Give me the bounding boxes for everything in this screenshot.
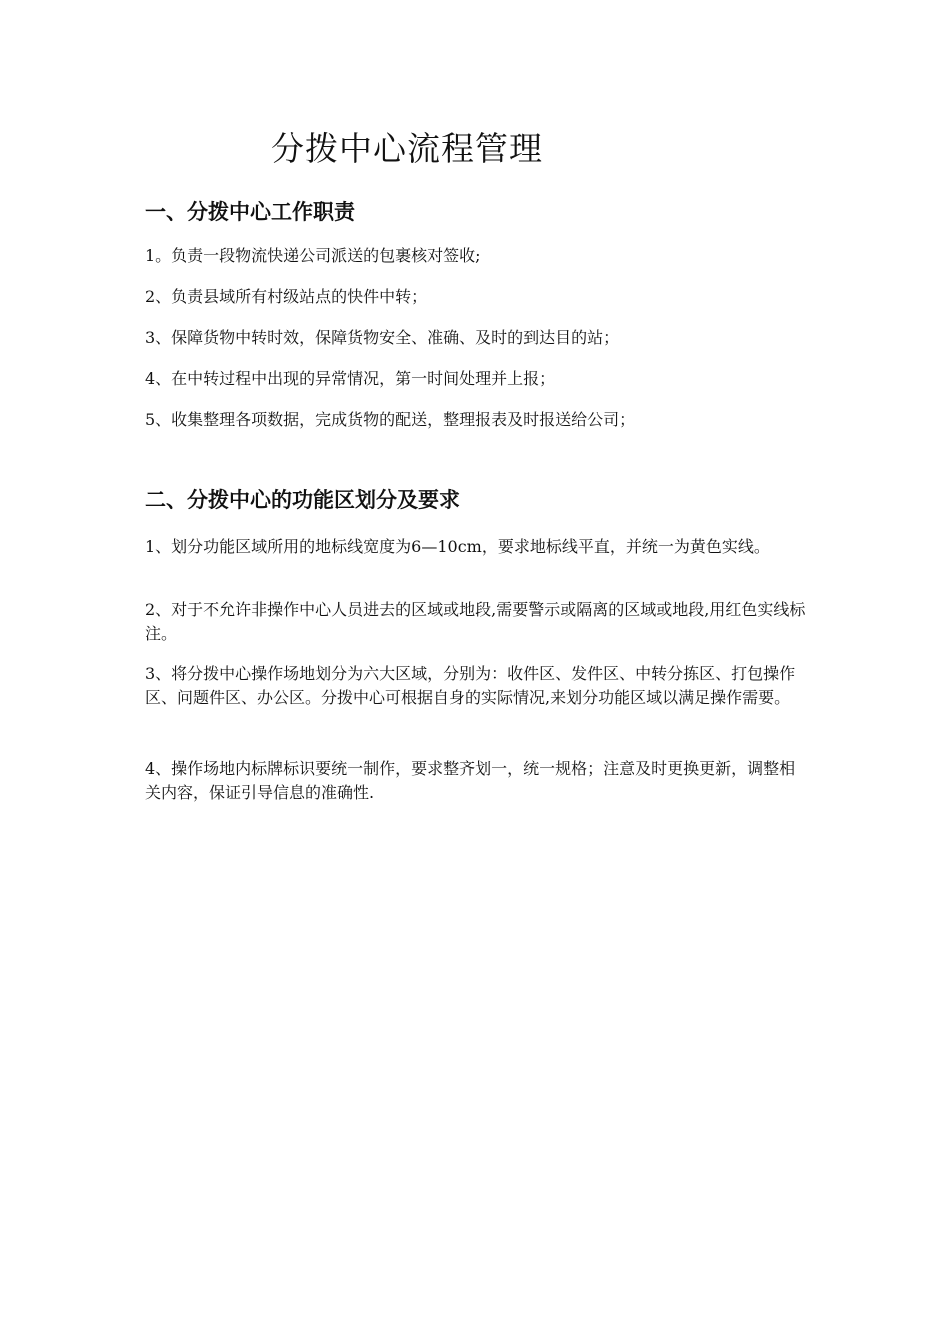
zone-requirement-3: 3、将分拨中心操作场地划分为六大区域，分别为：收件区、发件区、中转分拣区、打包操作区、问题件区、办公区。分拨中心可根据自身的实际情况,来划分功能区域以满足操作需要。 [145,664,796,707]
zone-requirement-1: 1、划分功能区域所用的地标线宽度为6—10cm，要求地标线平直，并统一为黄色实线。 [145,537,770,556]
zone-requirement-4: 4、操作场地内标牌标识要统一制作，要求整齐划一，统一规格；注意及时更换更新，调整相关内容，保证引导信息的准确性. [145,759,796,802]
zone-requirement-2: 2、对于不允许非操作中心人员进去的区域或地段,需要警示或隔离的区域或地段,用红色实线标注。 [145,600,806,643]
duty-item-3: 3、保障货物中转时效，保障货物安全、准确、及时的到达目的站； [145,328,620,347]
duty-item-4: 4、在中转过程中出现的异常情况，第一时间处理并上报； [145,369,556,388]
document-title: 分拨中心流程管理 [271,129,543,168]
duty-item-1: 1。负责一段物流快递公司派送的包裹核对签收; [145,246,481,265]
duty-item-2: 2、负责县域所有村级站点的快件中转； [145,287,428,306]
section-heading-zones: 二、分拨中心的功能区划分及要求 [145,488,460,512]
section-heading-duties: 一、分拨中心工作职责 [145,200,355,224]
duty-item-5: 5、收集整理各项数据，完成货物的配送，整理报表及时报送给公司； [145,410,636,429]
